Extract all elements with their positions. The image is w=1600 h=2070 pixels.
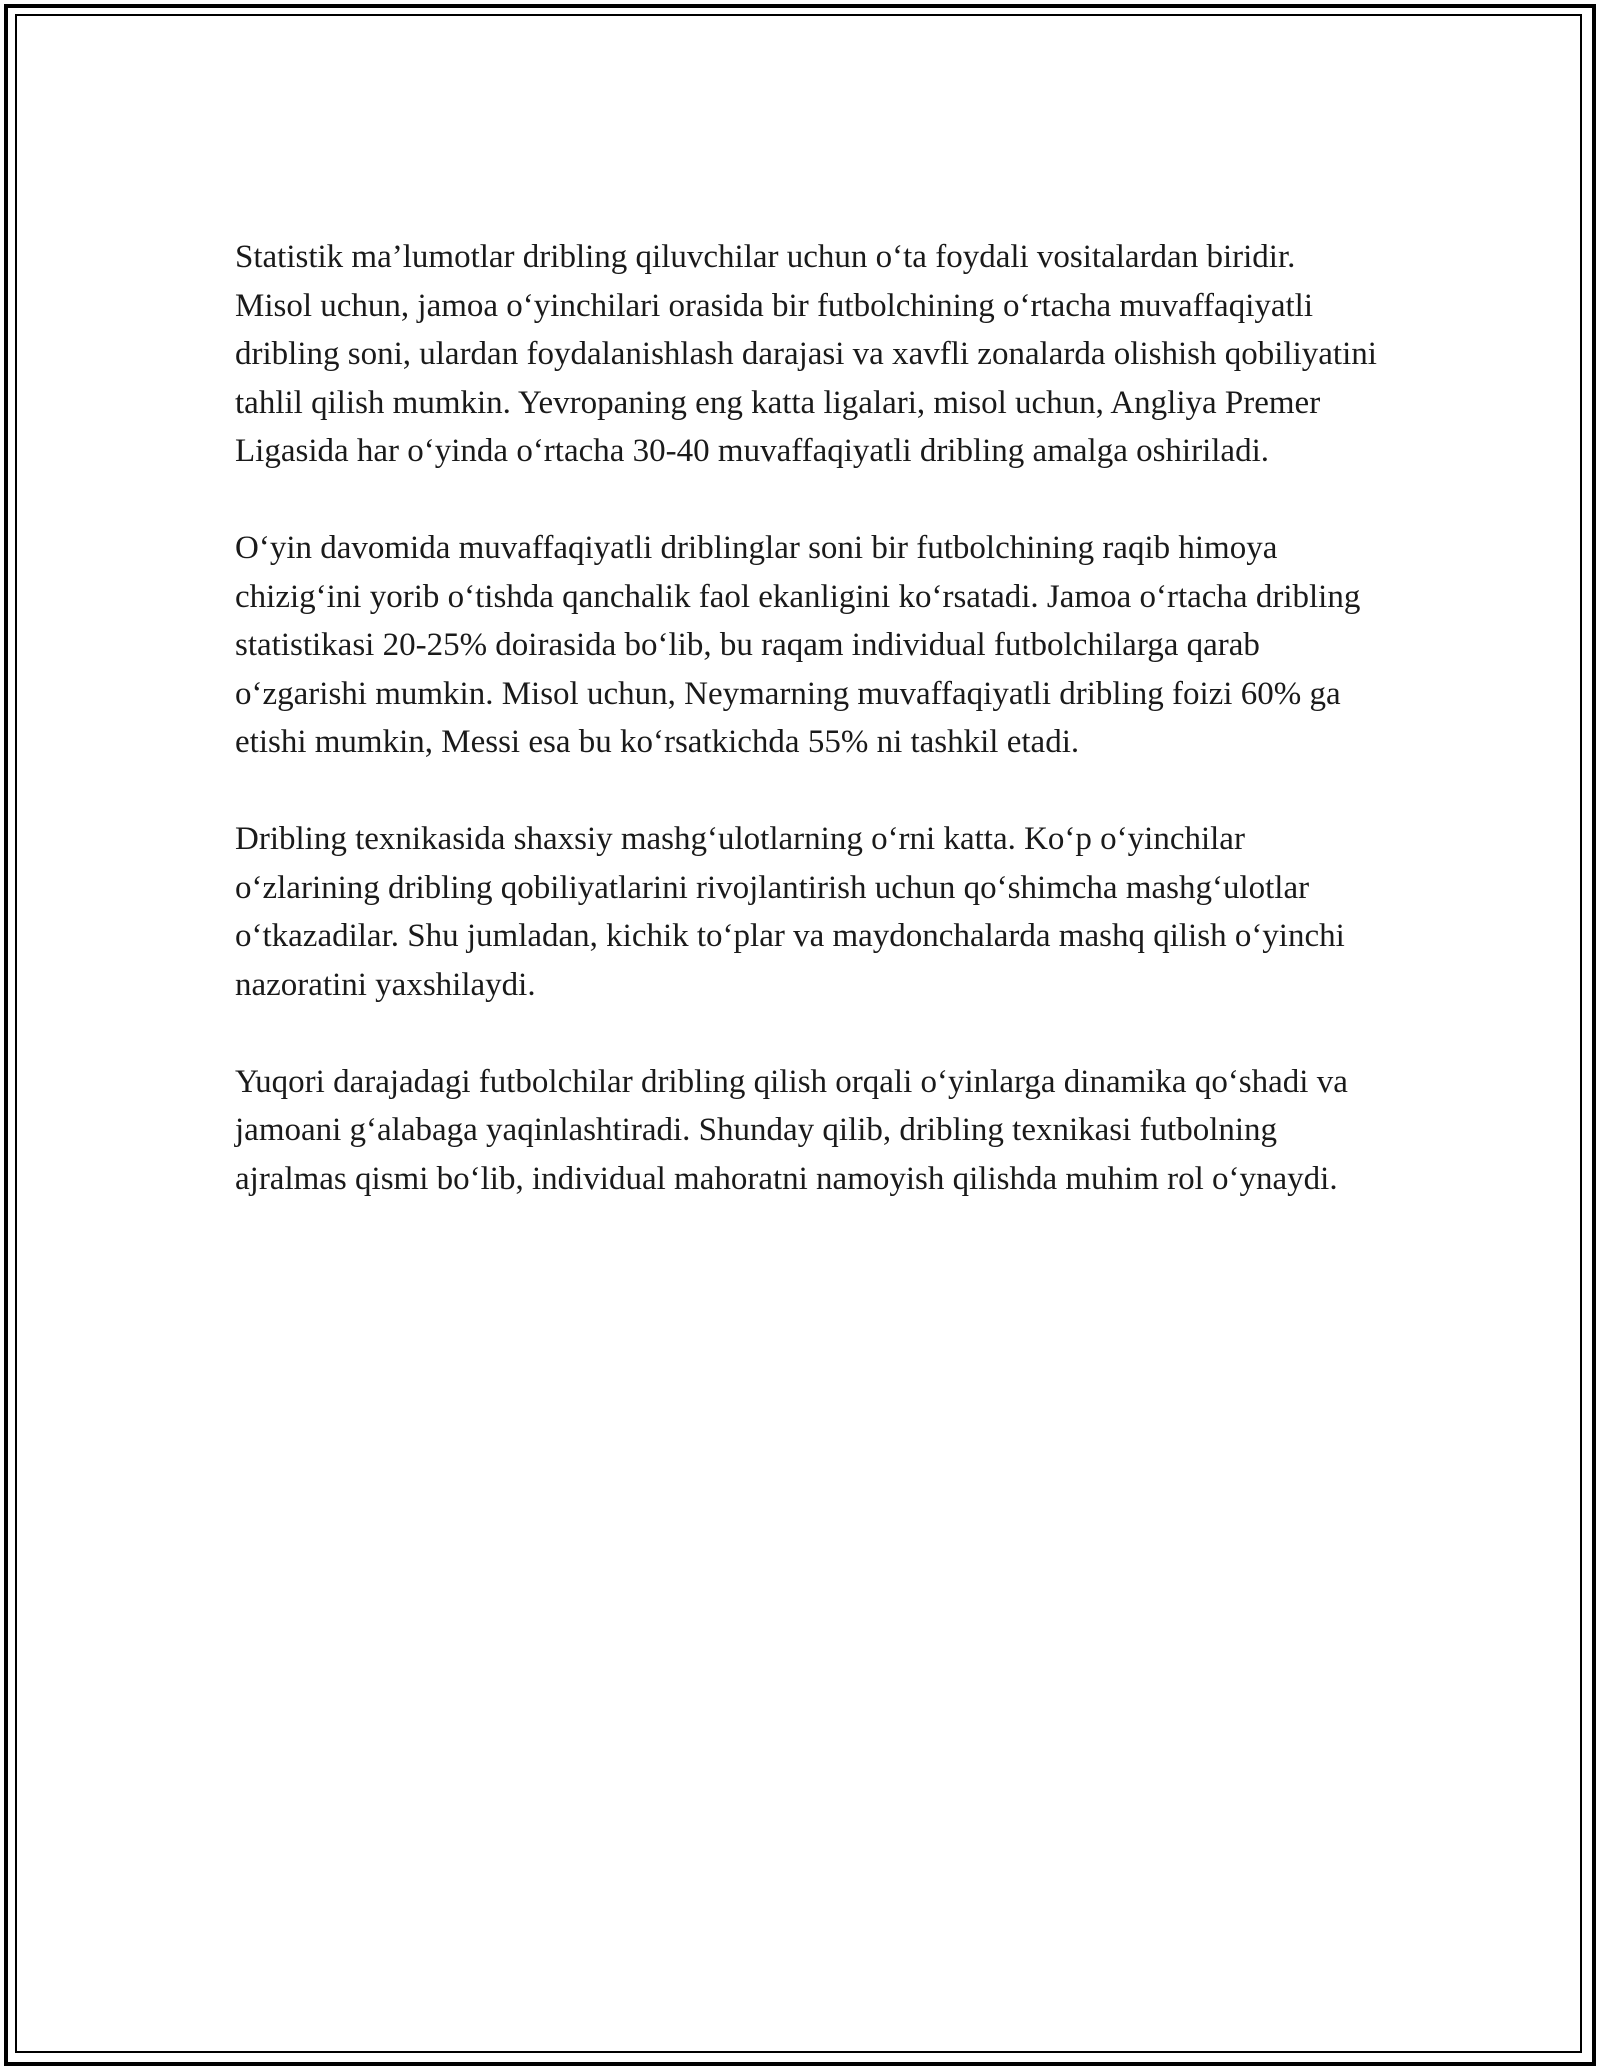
- document-body: [235, 233, 1380, 1252]
- paragraph-statistics: Statistik ma’lumotlar dribling qiluvchilar uchun o‘ta foydali vositalardan biridir. Misol uchun, jamoa o‘yinchilari orasida bir futbolchining o‘rtacha muvaffaqiyatli dribling soni, ulardan foydalanishlash darajasi va xavfli zonalarda olishish qobiliyatini tahlil qilish mumkin. Yevropaning eng katta ligalari, misol uchun, Angliya Premer Ligasida har o‘yinda o‘rtacha 30-40 muvaffaqiyatli dribling amalga oshiriladi.: [235, 239, 1377, 469]
- paragraph-conclusion: Yuqori darajadagi futbolchilar dribling qilish orqali o‘yinlarga dinamika qo‘shadi va jamoani g‘alabaga yaqinlashtiradi. Shunday qilib, dribling texnikasi futbolning ajralmas qismi bo‘lib, individual mahoratni namoyish qilishda muhim rol o‘ynaydi.: [235, 1063, 1348, 1197]
- paragraph-dribbling-success: O‘yin davomida muvaffaqiyatli driblinglar soni bir futbolchining raqib himoya chizig‘ini yorib o‘tishda qanchalik faol ekanligini ko‘rsatadi. Jamoa o‘rtacha dribling statistikasi 20-25% doirasida bo‘lib, bu raqam individual futbolchilarga qarab o‘zgarishi mumkin. Misol uchun, Neymarning muvaffaqiyatli dribling foizi 60% ga etishi mumkin, Messi esa bu ko‘rsatkichda 55% ni tashkil etadi.: [235, 530, 1361, 760]
- paragraph-training: Dribling texnikasida shaxsiy mashg‘ulotlarning o‘rni katta. Ko‘p o‘yinchilar o‘zlarining dribling qobiliyatlarini rivojlantirish uchun qo‘shimcha mashg‘ulotlar o‘tkazadilar. Shu jumladan, kichik to‘plar va maydonchalarda mashq qilish o‘yinchi nazoratini yaxshilaydi.: [235, 821, 1345, 1003]
